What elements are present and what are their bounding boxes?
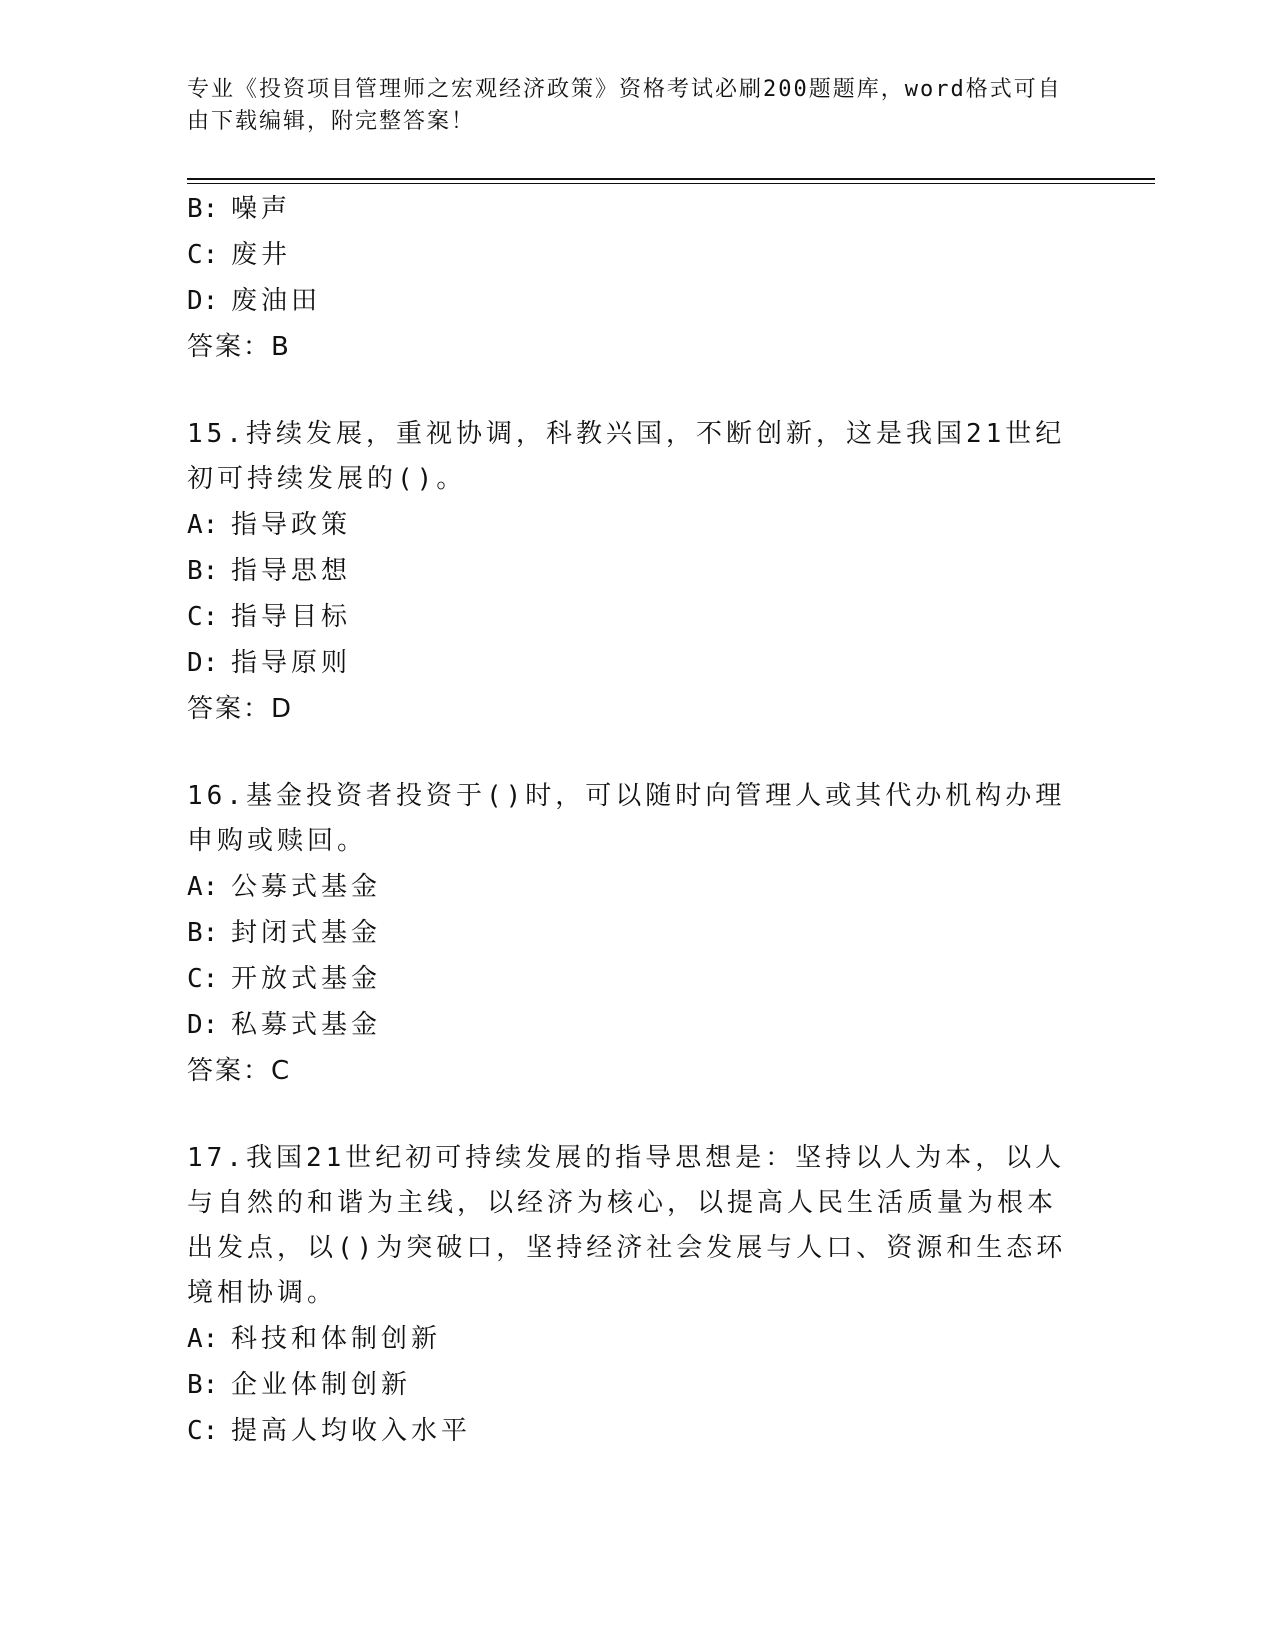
header-rule-thin: [187, 183, 1155, 184]
answer: 答案：B: [187, 332, 291, 362]
answer: 答案：D: [187, 694, 294, 724]
option-d: D: 废油田: [187, 286, 322, 316]
question-17: [187, 1136, 1067, 1454]
option-c: C: 开放式基金: [187, 964, 382, 994]
option-a: A: 科技和体制创新: [187, 1324, 442, 1354]
option-c: C: 指导目标: [187, 602, 352, 632]
option-c: C: 提高人均收入水平: [187, 1416, 472, 1446]
document-body: [187, 186, 1067, 1454]
header-rule-thick: [187, 178, 1155, 180]
question-stem: 16.基金投资者投资于()时，可以随时向管理人或其代办机构办理申购或赎回。: [187, 781, 1066, 856]
option-b: B: 封闭式基金: [187, 918, 382, 948]
question-stem: 17.我国21世纪初可持续发展的指导思想是：坚持以人为本，以人与自然的和谐为主线，以经济为核心，以提高人民生活质量为根本出发点，以()为突破口，坚持经济社会发展与人口、资源和生态环境相协调。: [187, 1143, 1067, 1308]
option-a: A: 公募式基金: [187, 872, 382, 902]
option-b: B: 指导思想: [187, 556, 352, 586]
question-stem: 15.持续发展，重视协调，科教兴国，不断创新，这是我国21世纪初可持续发展的()。: [187, 419, 1066, 494]
answer: 答案：C: [187, 1056, 292, 1086]
option-c: C: 废井: [187, 240, 292, 270]
question-15: [187, 412, 1067, 732]
option-d: D: 指导原则: [187, 648, 352, 678]
header-title: 专业《投资项目管理师之宏观经济政策》资格考试必刷200题题库，word格式可自由下载编辑，附完整答案！: [187, 77, 1062, 134]
option-b: B: 企业体制创新: [187, 1370, 412, 1400]
option-b: B: 噪声: [187, 194, 292, 224]
option-a: A: 指导政策: [187, 510, 352, 540]
question-16: [187, 774, 1067, 1094]
document-header: [187, 74, 1067, 138]
option-list: [187, 186, 1067, 324]
option-d: D: 私募式基金: [187, 1010, 382, 1040]
